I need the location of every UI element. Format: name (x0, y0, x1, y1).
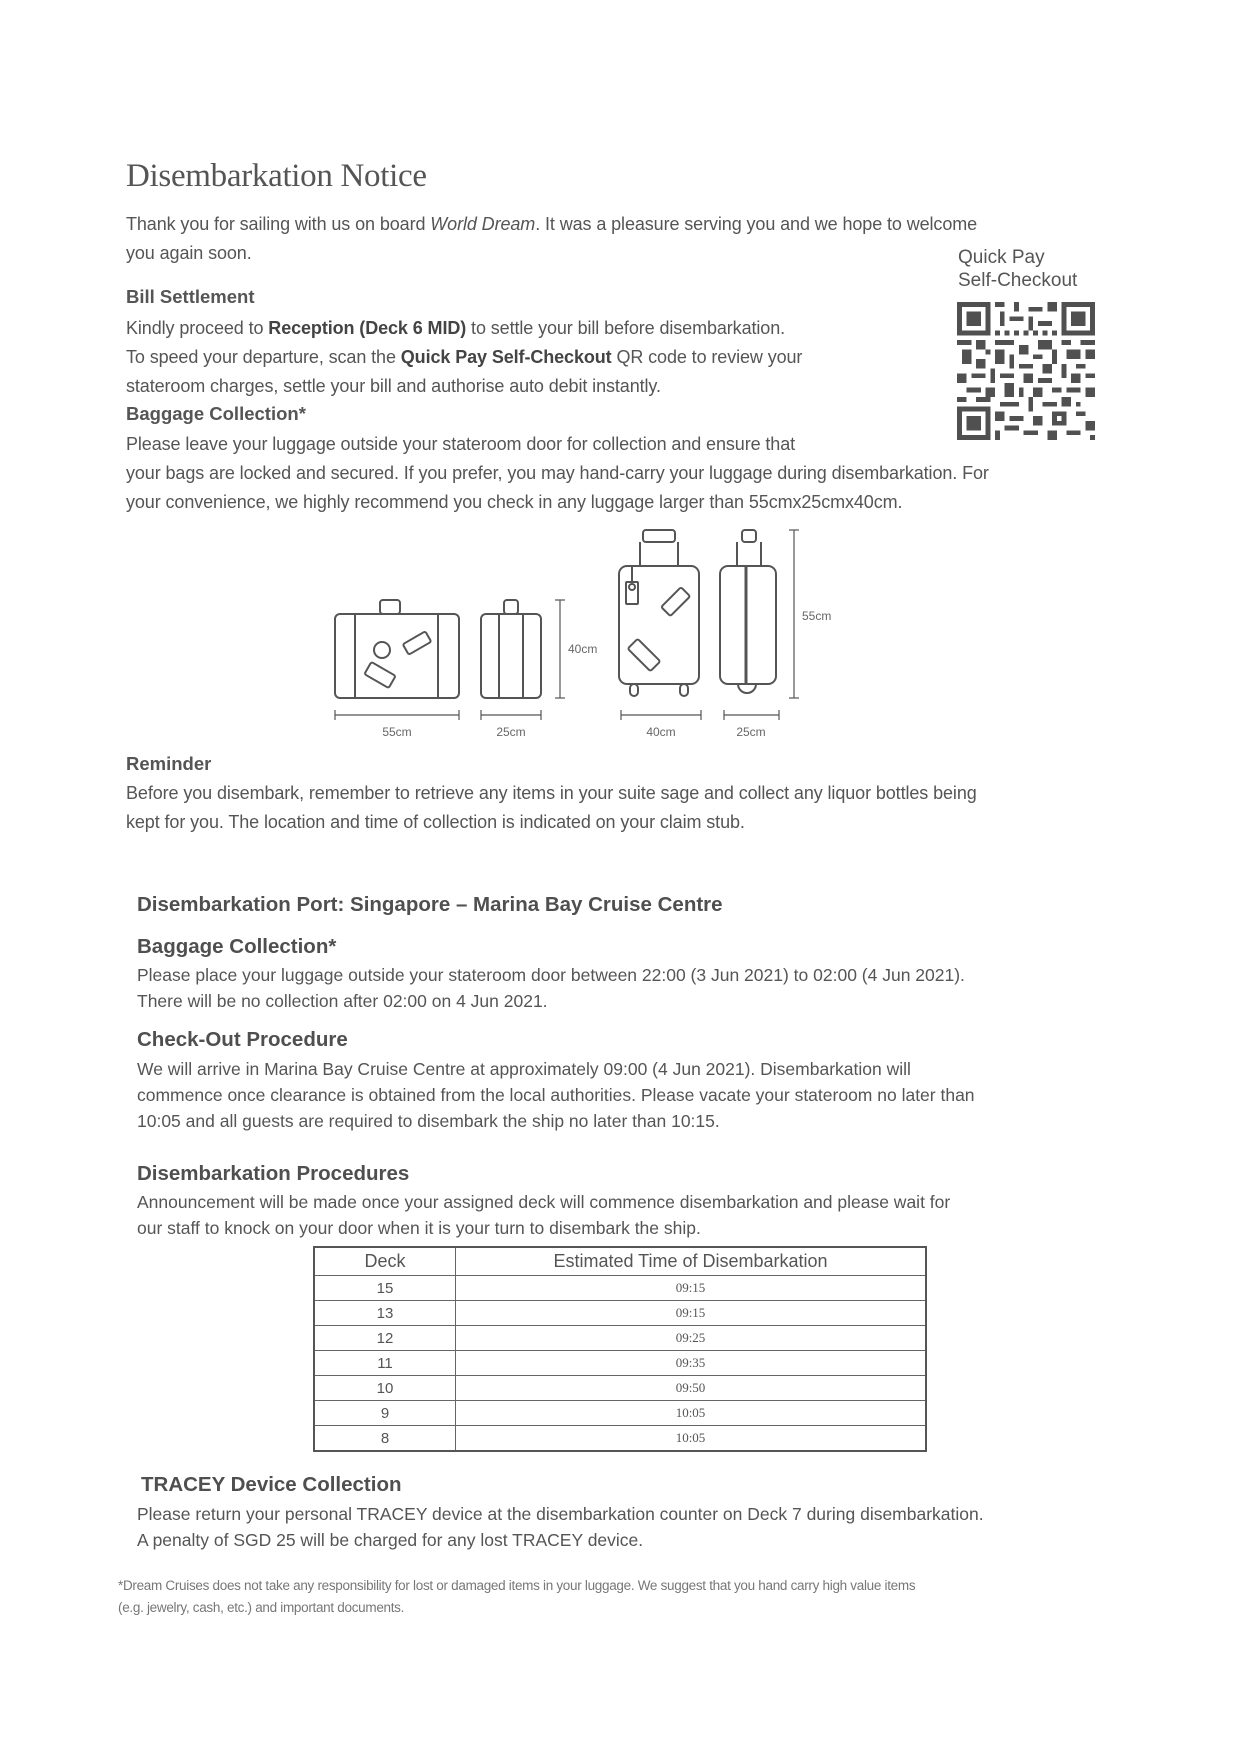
ship-name: World Dream (430, 214, 536, 234)
page-title: Disembarkation Notice (126, 158, 427, 194)
suitcase-width-label: 55cm (382, 725, 412, 739)
table-header-row (314, 1247, 926, 1276)
qr-code-icon[interactable] (957, 302, 1095, 440)
checkout-heading: Check-Out Procedure (137, 1028, 348, 1051)
intro-line-2: you again soon. (126, 243, 252, 263)
tracey-body: Please return your personal TRACEY device at the disembarkation counter on Deck 7 during disembarkation. A penalty of SGD 25 will be charged for any lost TRACEY device. (137, 1504, 984, 1550)
table-row: 12 09:25 (314, 1326, 926, 1351)
trolley-side-icon (720, 530, 776, 693)
disembarkation-times-table (313, 1246, 927, 1452)
suitcase-depth-label: 25cm (496, 725, 526, 739)
trolley-depth-label: 25cm (736, 725, 766, 739)
reception-location: Reception (Deck 6 MID) (268, 318, 467, 338)
baggage-collection-body: Please leave your luggage outside your stateroom door for collection and ensure that your bags are locked and secured. If you prefer, you may hand-carry your luggage during disembarkation. For your convenience, we highly recommend you check in any luggage larger than 55cmx25cmx40cm. (126, 434, 989, 512)
baggage-collection-heading: Baggage Collection* (126, 403, 306, 424)
port-heading: Disembarkation Port: Singapore – Marina Bay Cruise Centre (137, 893, 723, 916)
trolley-width-label: 40cm (646, 725, 676, 739)
table-row: 8 10:05 (314, 1426, 926, 1452)
suitcase-front-icon (335, 600, 459, 698)
qr-label: Quick Pay Self-Checkout (958, 247, 1078, 291)
trolley-height-label: 55cm (802, 609, 832, 623)
column-header-time: Estimated Time of Disembarkation (456, 1247, 927, 1276)
bill-settlement-body: Kindly proceed to Reception (Deck 6 MID) to settle your bill before disembarkation. To speed your departure, scan the Quick Pay Self-Checkout QR code to review your stateroom charges, settle your bill and authorise auto debit instantly. (126, 318, 803, 396)
bill-settlement-heading: Bill Settlement (126, 286, 255, 307)
table-row: 10 09:50 (314, 1376, 926, 1401)
reminder-body: Before you disembark, remember to retrieve any items in your suite sage and collect any liquor bottles being kept for you. The location and time of collection is indicated on your claim stub. (126, 783, 977, 832)
trolley-front-icon (619, 530, 699, 696)
table-row: 9 10:05 (314, 1401, 926, 1426)
reminder-heading: Reminder (126, 753, 212, 774)
checkout-body: We will arrive in Marina Bay Cruise Centre at approximately 09:00 (4 Jun 2021). Disembarkation will commence once clearance is obtained from the local authorities. Please vacate your stateroom no later than 10:05 and all guests are required to disembark the ship no later than 10:15. (137, 1059, 975, 1131)
table-row: 11 09:35 (314, 1351, 926, 1376)
luggage-size-diagram (320, 520, 880, 750)
column-header-deck: Deck (314, 1247, 456, 1276)
suitcase-height-label: 40cm (568, 642, 598, 656)
footnote: *Dream Cruises does not take any responsibility for lost or damaged items in your luggage. We suggest that you hand carry high value items (e.g. jewelry, cash, etc.) and important documents. (118, 1578, 916, 1615)
suitcase-side-icon (481, 600, 541, 698)
port-baggage-body: Please place your luggage outside your stateroom door between 22:00 (3 Jun 2021) to 02:00 (4 Jun 2021). There will be no collection after 02:00 on 4 Jun 2021. (137, 965, 965, 1011)
table-row: 15 09:15 (314, 1276, 926, 1301)
quick-pay-name: Quick Pay Self-Checkout (400, 347, 612, 367)
table-row: 13 09:15 (314, 1301, 926, 1326)
port-baggage-heading: Baggage Collection* (137, 935, 337, 958)
intro-line-1: Thank you for sailing with us on board World Dream. It was a pleasure serving you and we hope to welcome (126, 214, 978, 234)
procedures-body: Announcement will be made once your assigned deck will commence disembarkation and please wait for our staff to knock on your door when it is your turn to disembark the ship. (137, 1192, 951, 1238)
tracey-heading: TRACEY Device Collection (141, 1473, 402, 1496)
procedures-heading: Disembarkation Procedures (137, 1162, 410, 1185)
